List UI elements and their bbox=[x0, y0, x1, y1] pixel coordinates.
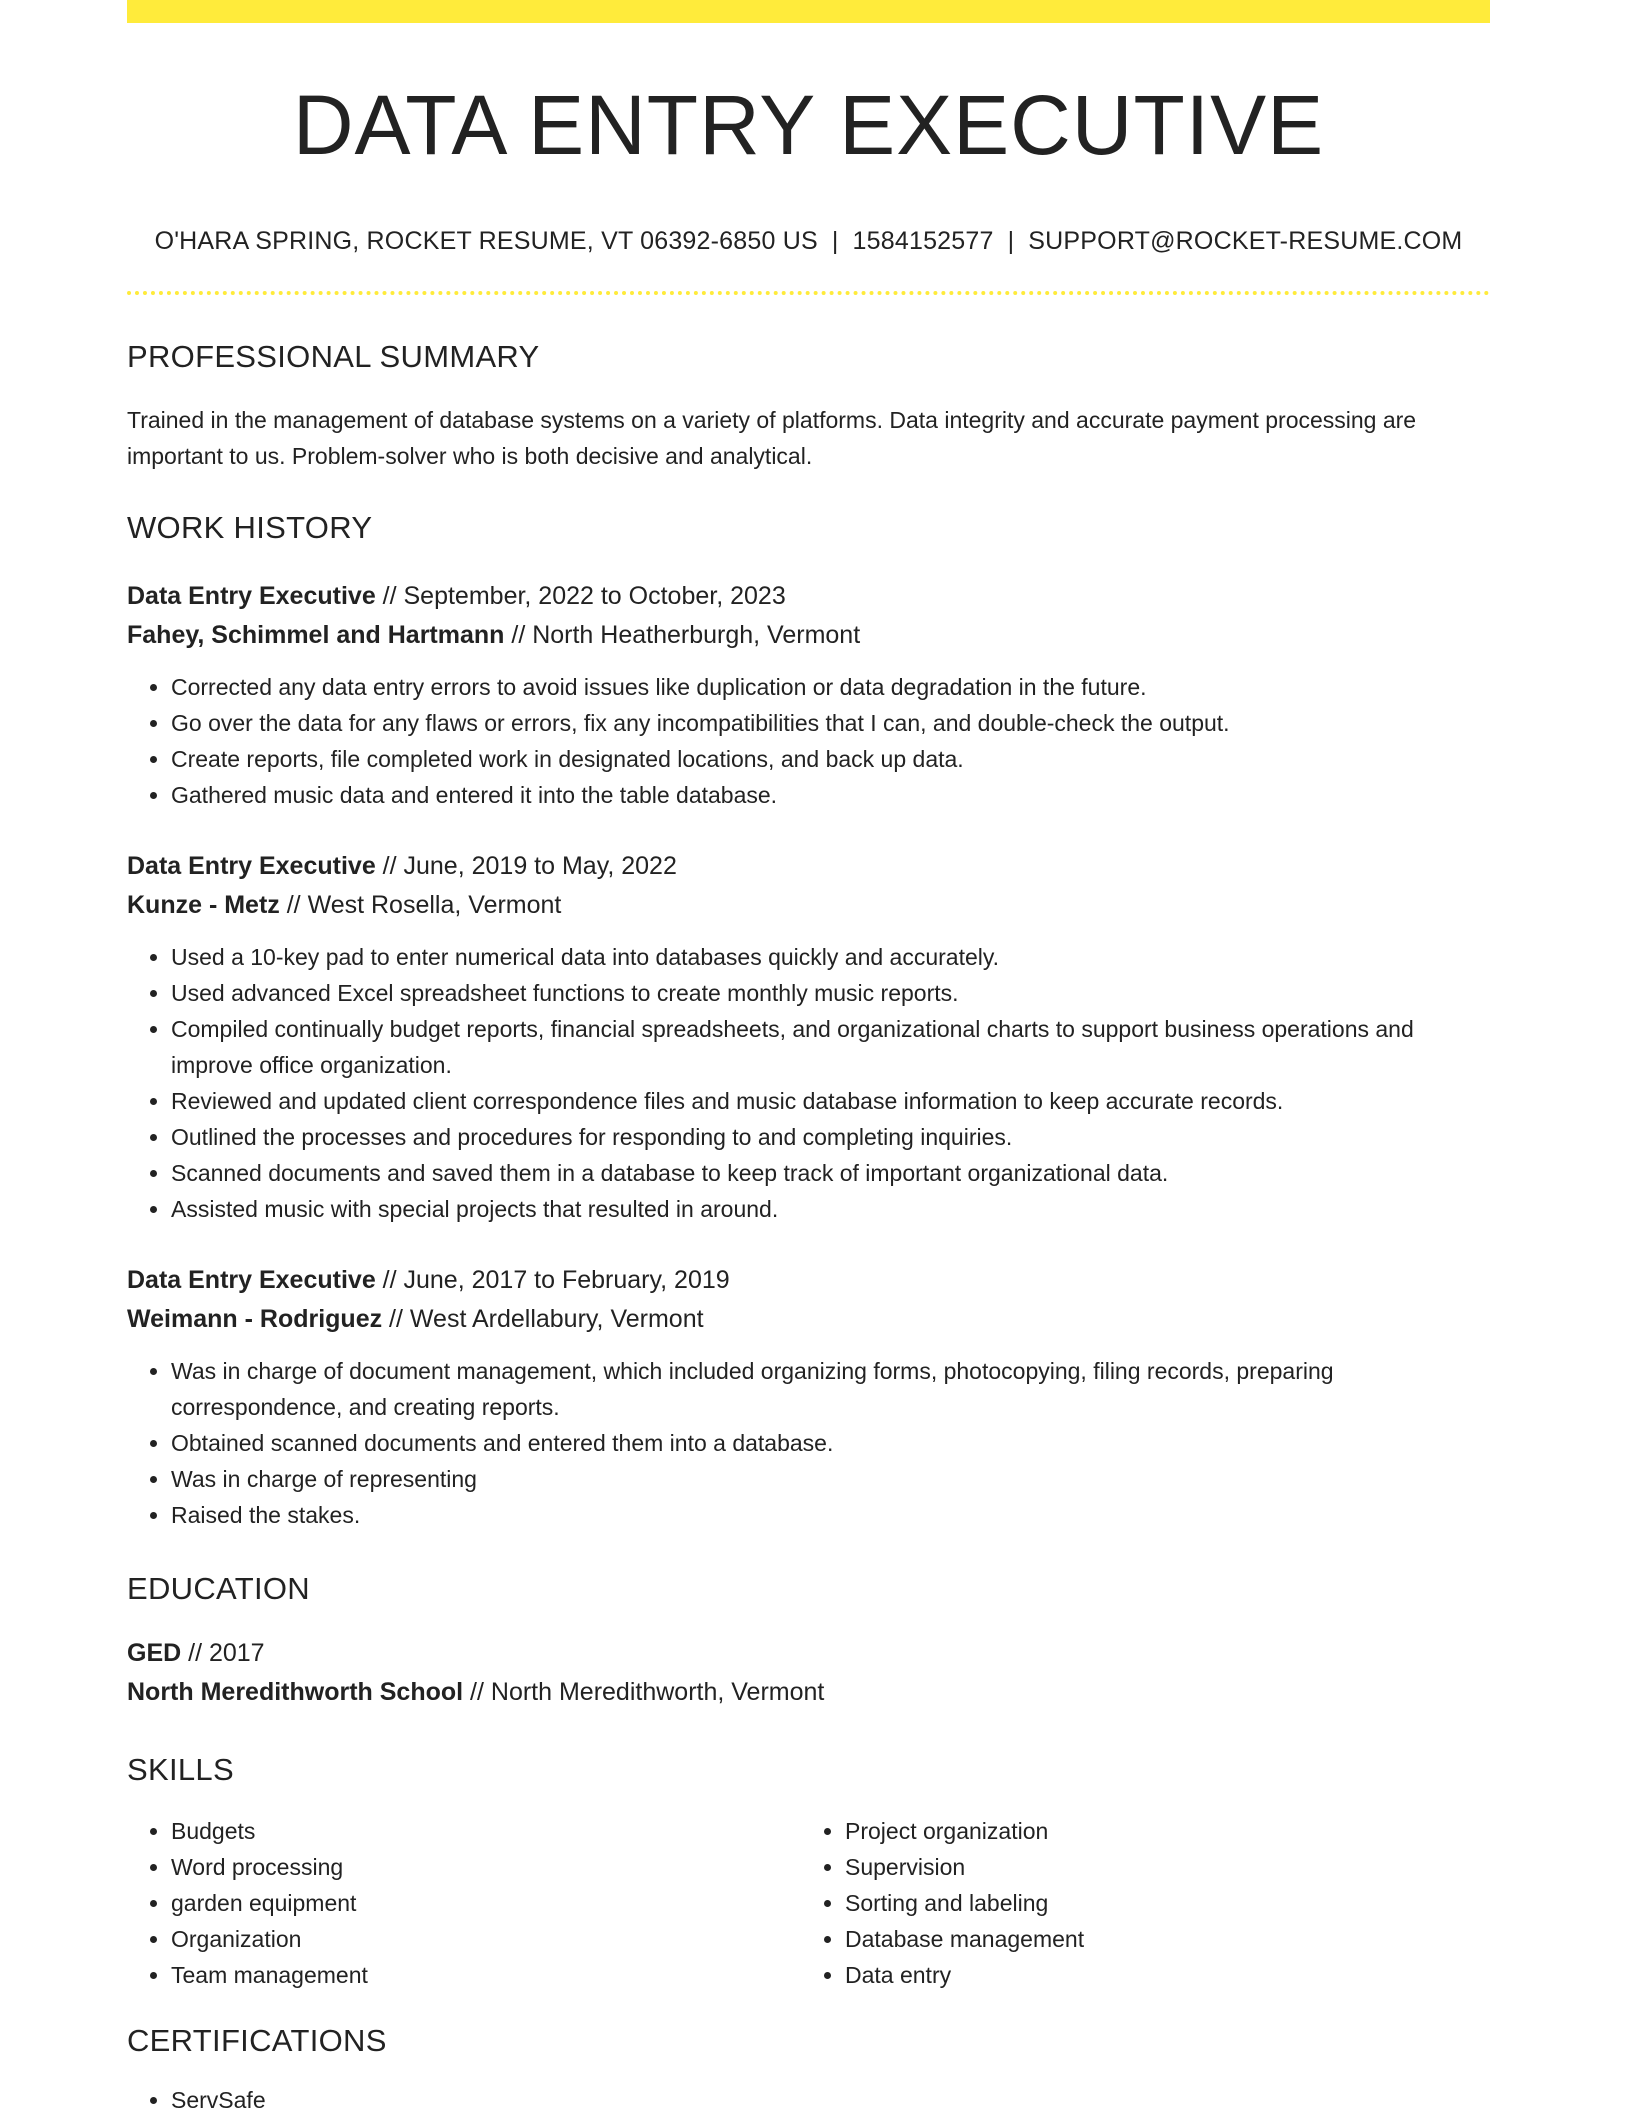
job-entry bbox=[127, 847, 1490, 1227]
list-item: • Corrected any data entry errors to avoid issues like duplication or data degradation in the future. bbox=[171, 669, 1490, 705]
section-title-education: EDUCATION bbox=[127, 1571, 310, 1606]
list-item: • Used advanced Excel spreadsheet functions to create monthly music reports. bbox=[171, 975, 1490, 1011]
education-entry bbox=[127, 1634, 1490, 1712]
contact-separator: | bbox=[1007, 227, 1015, 255]
job-role: Data Entry Executive bbox=[127, 1266, 376, 1294]
education-degree-line bbox=[127, 1634, 1490, 1673]
job-company: Fahey, Schimmel and Hartmann bbox=[127, 621, 505, 649]
list-item: • Raised the stakes. bbox=[171, 1497, 1490, 1533]
list-item: • Budgets bbox=[171, 1813, 801, 1849]
skills-columns bbox=[127, 1813, 1490, 1993]
education-degree: GED bbox=[127, 1639, 182, 1667]
list-item: • Gathered music data and entered it into the table database. bbox=[171, 777, 1490, 813]
contact-phone: 1584152577 bbox=[852, 227, 994, 255]
section-title-work-history: WORK HISTORY bbox=[127, 510, 373, 545]
contact-separator: | bbox=[831, 227, 839, 255]
job-entry bbox=[127, 1261, 1490, 1533]
resume-page bbox=[127, 0, 1490, 2118]
contact-line bbox=[127, 229, 1490, 254]
list-item: • Supervision bbox=[845, 1849, 1475, 1885]
education-school-line bbox=[127, 1673, 1490, 1712]
job-location: // West Ardellabury, Vermont bbox=[382, 1305, 704, 1333]
section-title-summary: PROFESSIONAL SUMMARY bbox=[127, 339, 540, 374]
list-item: • Was in charge of document management, which included organizing forms, photocopying, filing records, preparing correspondence, and creating reports. bbox=[171, 1353, 1490, 1425]
job-location: // West Rosella, Vermont bbox=[279, 891, 562, 919]
list-item: • Go over the data for any flaws or errors, fix any incompatibilities that I can, and double-check the output. bbox=[171, 705, 1490, 741]
skills-list-left bbox=[127, 1813, 801, 1993]
job-company-line bbox=[127, 616, 1490, 655]
list-item: • Assisted music with special projects that resulted in around. bbox=[171, 1191, 1490, 1227]
job-entry bbox=[127, 577, 1490, 813]
list-item: • garden equipment bbox=[171, 1885, 801, 1921]
list-item: • Scanned documents and saved them in a database to keep track of important organizational data. bbox=[171, 1155, 1490, 1191]
list-item: • Create reports, file completed work in designated locations, and back up data. bbox=[171, 741, 1490, 777]
section-title-certifications: CERTIFICATIONS bbox=[127, 2023, 387, 2058]
list-item: • Data entry bbox=[845, 1957, 1475, 1993]
job-dates: // June, 2017 to February, 2019 bbox=[375, 1266, 730, 1294]
dotted-divider bbox=[127, 291, 1490, 295]
job-role-line bbox=[127, 577, 1490, 616]
list-item: • Reviewed and updated client correspondence files and music database information to keep accurate records. bbox=[171, 1083, 1490, 1119]
job-dates: // June, 2019 to May, 2022 bbox=[375, 852, 677, 880]
list-item: • Obtained scanned documents and entered them into a database. bbox=[171, 1425, 1490, 1461]
resume-name: DATA ENTRY EXECUTIVE bbox=[292, 78, 1325, 172]
list-item: • Team management bbox=[171, 1957, 801, 1993]
list-item: • Database management bbox=[845, 1921, 1475, 1957]
job-role-line bbox=[127, 847, 1490, 886]
list-item: • Was in charge of representing bbox=[171, 1461, 1490, 1497]
education-location: // North Meredithworth, Vermont bbox=[463, 1678, 825, 1706]
list-item: • Project organization bbox=[845, 1813, 1475, 1849]
education-school: North Meredithworth School bbox=[127, 1678, 464, 1706]
education-year: // 2017 bbox=[181, 1639, 265, 1667]
skills-list-right bbox=[801, 1813, 1475, 1993]
job-role: Data Entry Executive bbox=[127, 852, 376, 880]
summary-text: Trained in the management of database systems on a variety of platforms. Data integrity and accurate payment processing are important to us. Problem-solver who is both decisive and analytical. bbox=[127, 407, 1417, 469]
job-dates: // September, 2022 to October, 2023 bbox=[375, 582, 786, 610]
list-item: • ServSafe bbox=[171, 2082, 1490, 2118]
job-company-line bbox=[127, 1300, 1490, 1339]
job-bullets bbox=[127, 1353, 1490, 1533]
job-bullets bbox=[127, 939, 1490, 1227]
list-item: • Organization bbox=[171, 1921, 801, 1957]
job-company: Weimann - Rodriguez bbox=[127, 1305, 383, 1333]
list-item: • Sorting and labeling bbox=[845, 1885, 1475, 1921]
list-item: • Outlined the processes and procedures for responding to and completing inquiries. bbox=[171, 1119, 1490, 1155]
section-title-skills: SKILLS bbox=[127, 1752, 234, 1787]
job-bullets bbox=[127, 669, 1490, 813]
job-role: Data Entry Executive bbox=[127, 582, 376, 610]
accent-top-bar bbox=[127, 0, 1490, 23]
contact-address: O'HARA SPRING, ROCKET RESUME, VT 06392-6850 US bbox=[154, 227, 818, 255]
list-item: • Word processing bbox=[171, 1849, 801, 1885]
job-company: Kunze - Metz bbox=[127, 891, 280, 919]
certifications-list bbox=[127, 2082, 1490, 2118]
list-item: • Compiled continually budget reports, financial spreadsheets, and organizational charts to support business operations and improve office organization. bbox=[171, 1011, 1490, 1083]
list-item: • Used a 10-key pad to enter numerical data into databases quickly and accurately. bbox=[171, 939, 1490, 975]
contact-email: SUPPORT@ROCKET-RESUME.COM bbox=[1028, 227, 1463, 255]
job-company-line bbox=[127, 886, 1490, 925]
job-role-line bbox=[127, 1261, 1490, 1300]
job-location: // North Heatherburgh, Vermont bbox=[504, 621, 861, 649]
